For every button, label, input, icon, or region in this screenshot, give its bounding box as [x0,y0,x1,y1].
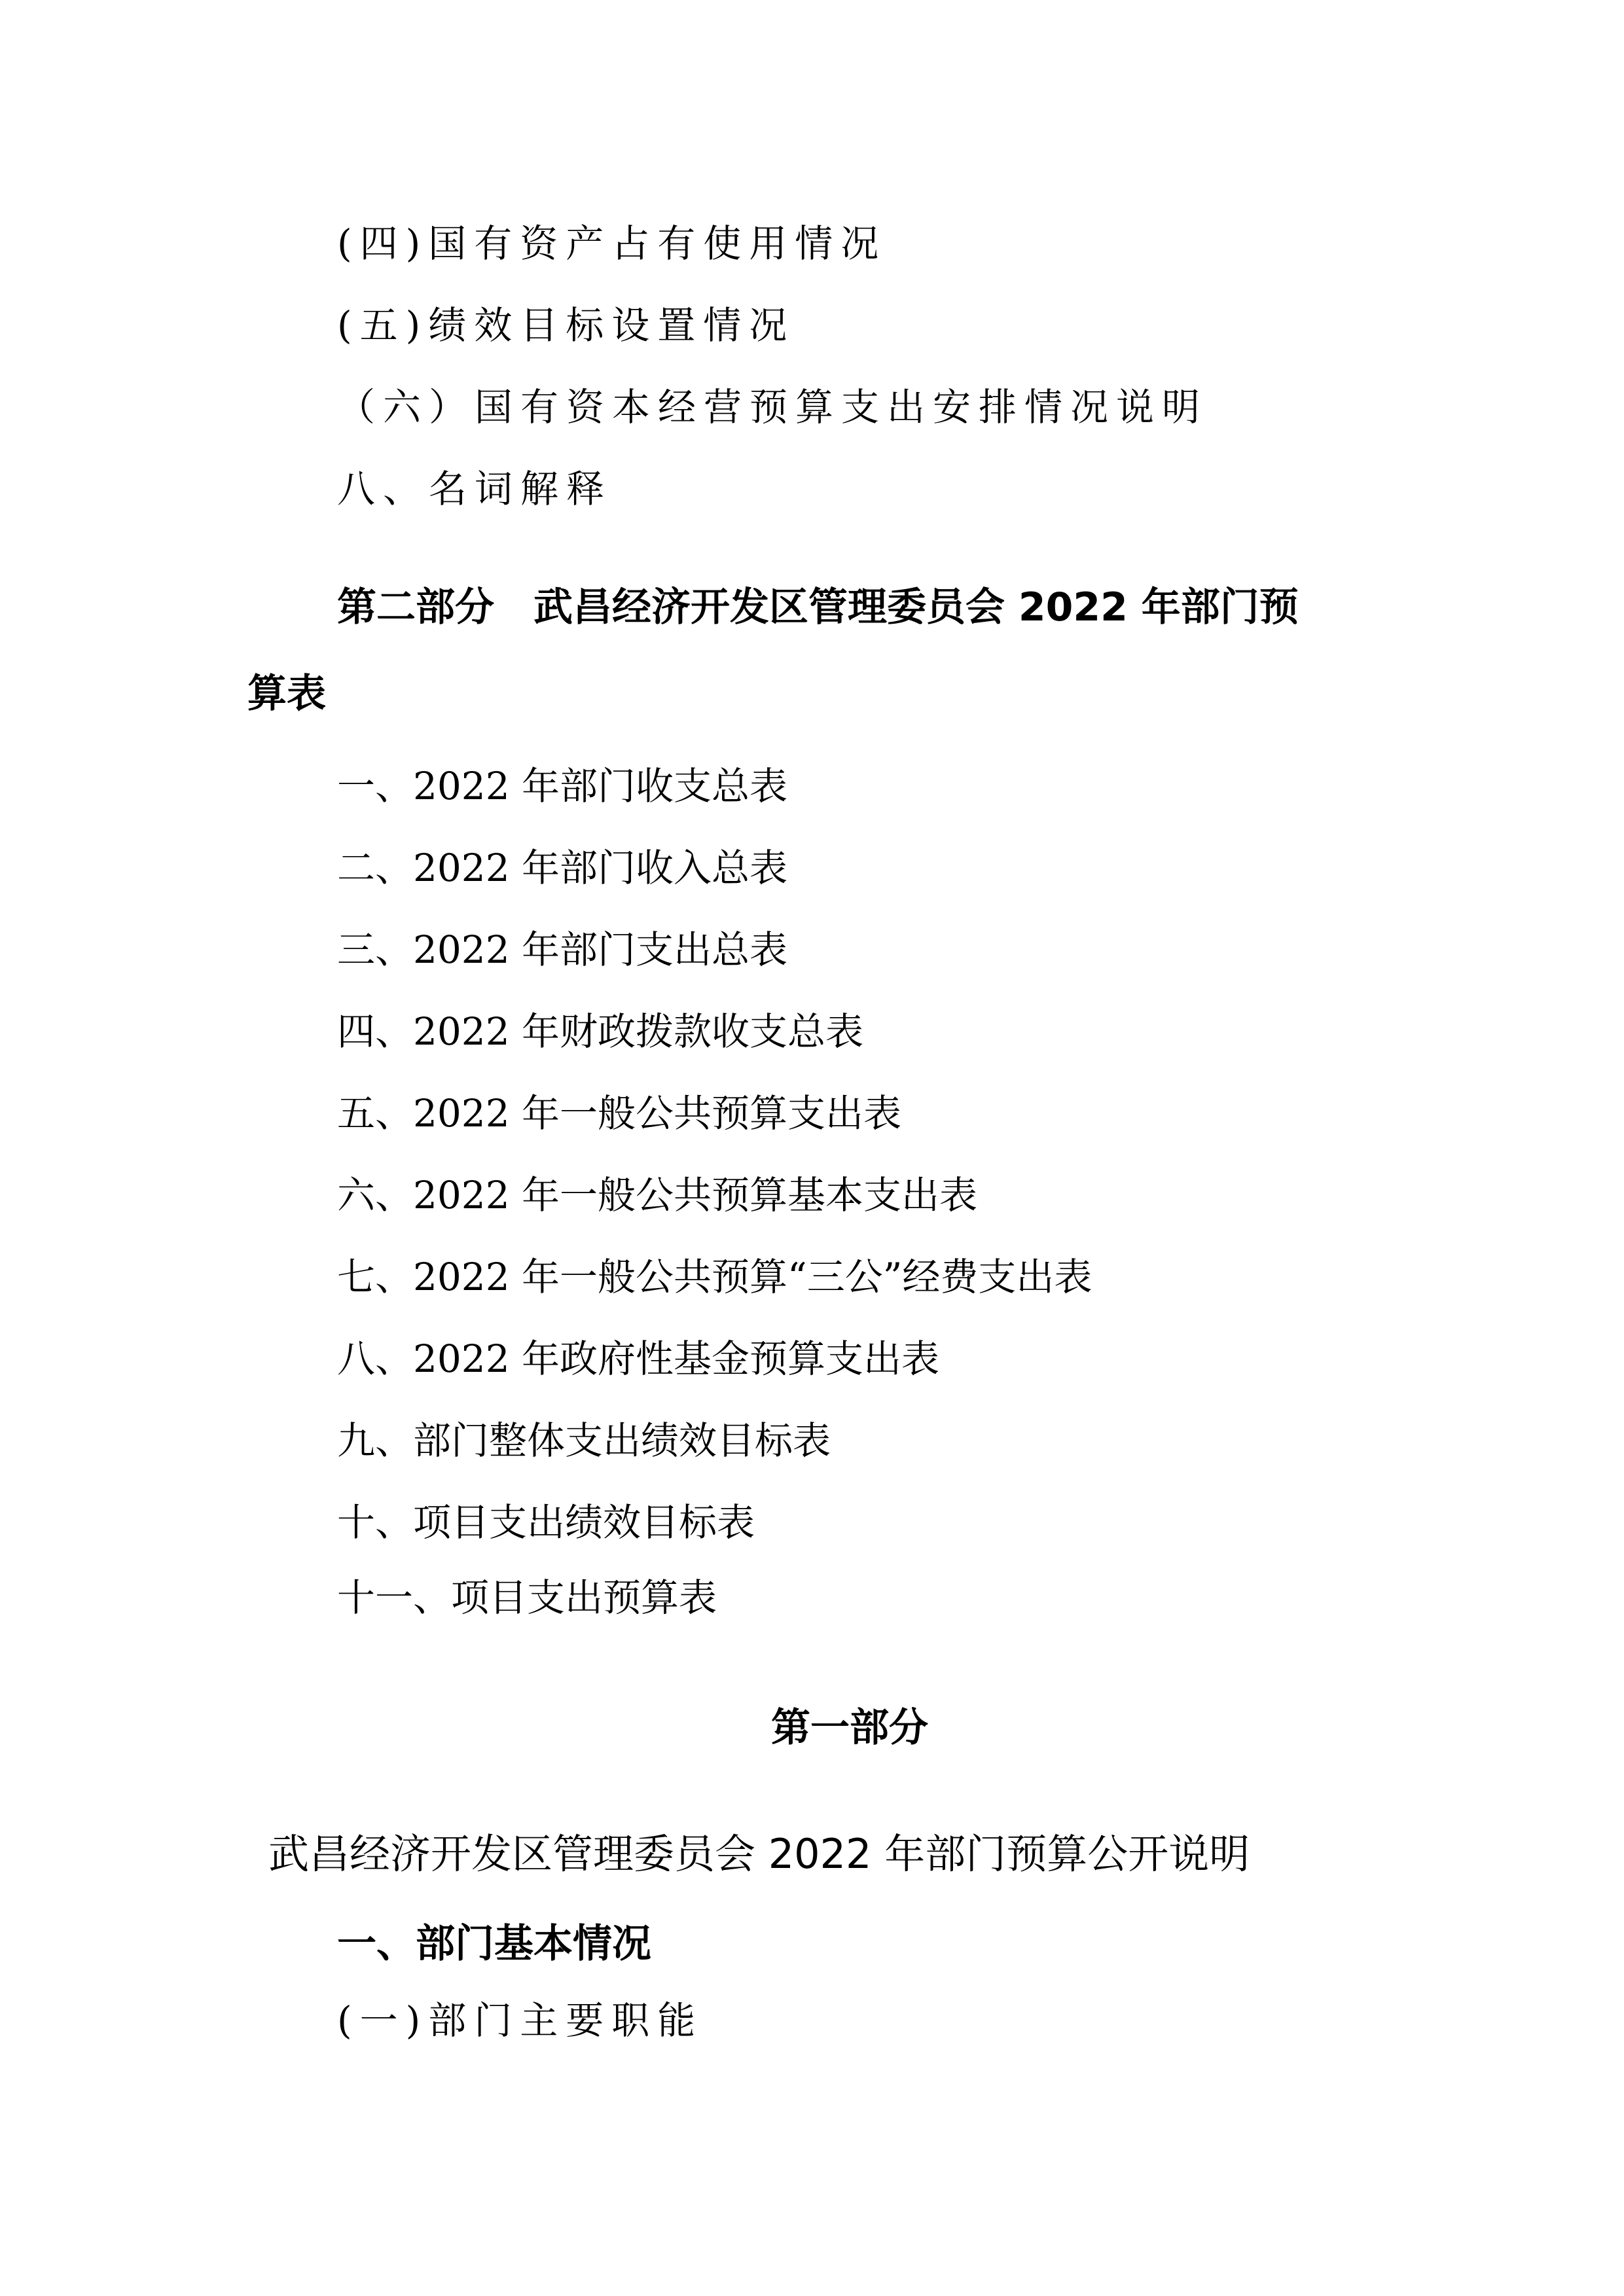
toc-item: (四)国有资产占有使用情况 [337,221,887,266]
table-list-item: 二、2022 年部门收入总表 [337,846,788,890]
table-list-item: 七、2022 年一般公共预算“三公”经费支出表 [337,1255,1092,1299]
table-list-item: 八、2022 年政府性基金预算支出表 [337,1336,940,1381]
subsection-heading: (一)部门主要职能 [337,1998,704,2043]
table-list-item: 一、2022 年部门收支总表 [337,764,788,808]
table-list-item: 九、部门整体支出绩效目标表 [337,1418,831,1463]
table-list-item: 十、项目支出绩效目标表 [337,1500,755,1545]
toc-item: (五)绩效目标设置情况 [337,303,795,348]
part-two-label: 第二部分 [337,584,494,630]
part-two-heading [337,584,1299,630]
document-title: 武昌经济开发区管理委员会 2022 年部门预算公开说明 [268,1830,1250,1878]
table-list-item: 四、2022 年财政拨款收支总表 [337,1009,864,1054]
section-heading: 一、部门基本情况 [337,1921,651,1967]
toc-item: 八、名词解释 [337,467,613,511]
table-list-item: 十一、项目支出预算表 [337,1575,717,1620]
part-two-title: 武昌经济开发区管理委员会 2022 年部门预 [533,584,1299,630]
table-list-item: 三、2022 年部门支出总表 [337,927,788,972]
table-list-item: 五、2022 年一般公共预算支出表 [337,1091,902,1136]
part-one-label: 第一部分 [771,1705,928,1751]
table-list-item: 六、2022 年一般公共预算基本支出表 [337,1173,978,1217]
part-two-title-continued: 算表 [247,671,326,717]
toc-item: （六）国有资本经营预算支出安排情况说明 [337,385,1208,429]
